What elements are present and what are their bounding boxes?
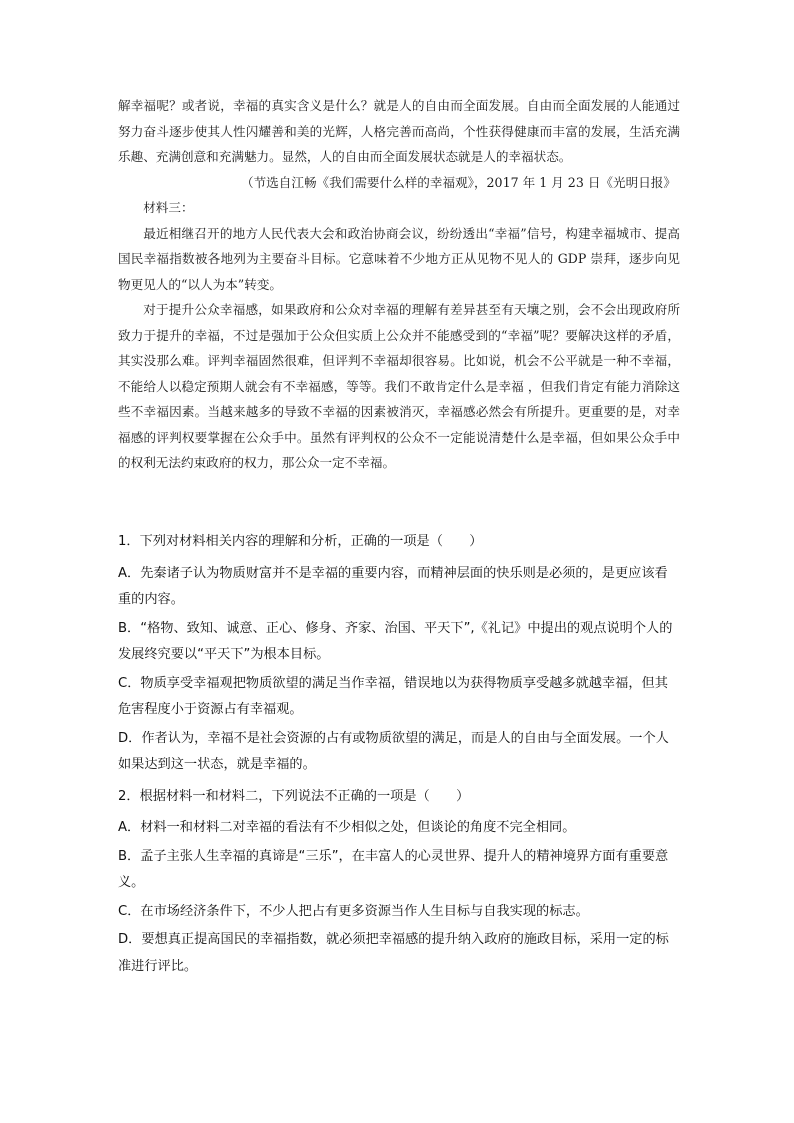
- question-1-option-b: B．“格物、致知、诚意、正心、修身、齐家、治国、平天下”,《礼记》中提出的观点说明个人的发展终究要以“平天下”为根本目标。: [118, 620, 673, 662]
- material2-paragraph-end: 解幸福呢？或者说，幸福的真实含义是什么？就是人的自由而全面发展。自由而全面发展的人能通过努力奋斗逐步使其人性闪耀善和美的光辉，人格完善而高尚，个性获得健康而丰富的发展，生活充满乐趣、充满创意和充满魅力。显然，人的自由而全面发展状态就是人的幸福状态。: [118, 98, 680, 164]
- question-1: [118, 529, 680, 779]
- material3-paragraph-1: 最近相继召开的地方人民代表大会和政治协商会议，纷纷透出“幸福”信号，构建幸福城市、提高国民幸福指数被各地列为主要奋斗目标。它意味着不少地方正从见物不见人的 GDP 崇拜，逐步向见物更见人的“以人为本”转变。: [118, 225, 680, 292]
- question-2-option-c: C．在市场经济条件下，不少人把占有更多资源当作人生目标与自我实现的标志。: [118, 903, 589, 919]
- material2-source: （节选自江畅《我们需要什么样的幸福观》，2017 年 1 月 23 日《光明日报》: [240, 174, 676, 190]
- question-1-option-c: C．物质享受幸福观把物质欲望的满足当作幸福，错误地以为获得物质享受越多就越幸福，但其危害程度小于资源占有幸福观。: [118, 675, 668, 717]
- question-2: [118, 784, 680, 981]
- question-1-option-a: A．先秦诸子认为物质财富并不是幸福的重要内容，而精神层面的快乐则是必须的，是更应该看重的内容。: [118, 565, 668, 607]
- material3-heading: 材料三：: [143, 200, 194, 215]
- reading-passage: [118, 93, 680, 476]
- question-1-option-d: D．作者认为，幸福不是社会资源的占有或物质欲望的满足，而是人的自由与全面发展。一个人如果达到这一状态，就是幸福的。: [118, 730, 669, 772]
- material3-paragraph-2: 对于提升公众幸福感，如果政府和公众对幸福的理解有差异甚至有天壤之别，会不会出现政府所致力于提升的幸福，不过是强加于公众但实质上公众并不能感受到的“幸福”呢？要解决这样的矛盾，其实没那么难。评判幸福固然很难，但评判不幸福却很容易。比如说，机会不公平就是一种不幸福，不能给人以稳定预期人就会有不幸福感，等等。我们不敢肯定什么是幸福 ，但我们肯定有能力消除这些不幸福因素。当越来越多的导致不幸福的因素被消灭，幸福感必然会有所提升。更重要的是，对幸福感的评判权要掌握在公众手中。虽然有评判权的公众不一定能说清楚什么是幸福，但如果公众手中的权利无法约束政府的权力，那公众一定不幸福。: [118, 302, 680, 470]
- question-2-stem: 2．根据材料一和材料二，下列说法不正确的一项是（ ）: [118, 788, 470, 804]
- question-list: [118, 529, 680, 985]
- question-2-option-b: B．孟子主张人生幸福的真谛是“三乐”，在丰富人的心灵世界、提升人的精神境界方面有重要意义。: [118, 848, 669, 890]
- question-1-stem: 1．下列对材料相关内容的理解和分析，正确的一项是（ ）: [118, 534, 483, 549]
- question-2-option-d: D．要想真正提高国民的幸福指数，就必须把幸福感的提升纳入政府的施政目标，采用一定的标准进行评比。: [118, 932, 669, 974]
- question-2-option-a: A．材料一和材料二对幸福的看法有不少相似之处，但谈论的角度不完全相同。: [118, 820, 576, 835]
